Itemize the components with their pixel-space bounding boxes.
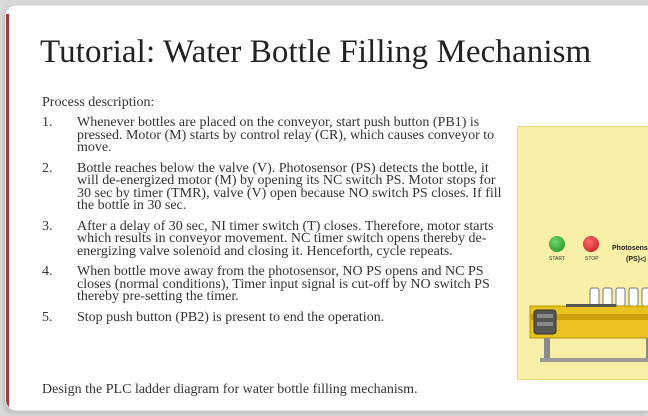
steps-list [42,117,512,324]
step-number: 2. [42,160,53,176]
process-description [42,95,512,332]
photosensor-label-line2: (PS) [626,256,640,263]
list-item [42,266,512,304]
start-label: START [549,256,565,262]
process-heading: Process description: [42,95,155,110]
step-text: Stop push button (PB2) is present to end the operation. [77,309,385,325]
slide-title: Tutorial: Water Bottle Filling Mechanism [40,34,592,70]
step-text: Bottle reaches below the valve (V). Photosensor (PS) detects the bottle, it will de-energized motor (M) by opening its NC switch PS. Motor stops for 30 sec by timer (TMR), valve (V) open because NO switch PS closes. If fill the bottle in 30 sec. [77,160,502,213]
stop-label: STOP [585,256,599,262]
step-number: 3. [42,218,53,234]
step-text: After a delay of 30 sec, NI timer switch (T) closes. Therefore, motor starts which results in conveyor movement. NC timer switch opens thereby de-energizing valve solenoid and closing it. Henceforth, cycle repeats. [77,218,494,259]
step-number: 4. [42,264,53,279]
list-item [42,218,512,259]
photosensor-label [612,243,648,265]
start-button-icon [549,236,565,252]
stop-button-icon [583,236,599,252]
task-statement: Design the PLC ladder diagram for water bottle filling mechanism. [42,382,418,397]
step-number: 1. [42,115,53,130]
bottle-filling-illustration [517,126,648,380]
bottles-icon [590,288,648,306]
list-item [42,160,512,213]
step-number: 5. [42,309,53,325]
list-item [42,309,512,325]
photosensor-label-line1: Photosens [612,245,648,252]
step-text: When bottle move away from the photosensor, NO PS opens and NC PS closes (normal conditions), Timer input signal is cut-off by NO switch PS thereby pre-setting the timer. [77,264,490,304]
step-text: Whenever bottles are placed on the conveyor, start push button (PB1) is pressed. Motor (M) starts by control relay (CR), which causes conveyor to move. [77,115,495,155]
slide [6,6,648,410]
sensor-arrow-icon: ◁ [640,256,646,263]
list-item [42,117,512,155]
accent-bar [6,14,9,409]
conveyor-icon [526,278,648,366]
